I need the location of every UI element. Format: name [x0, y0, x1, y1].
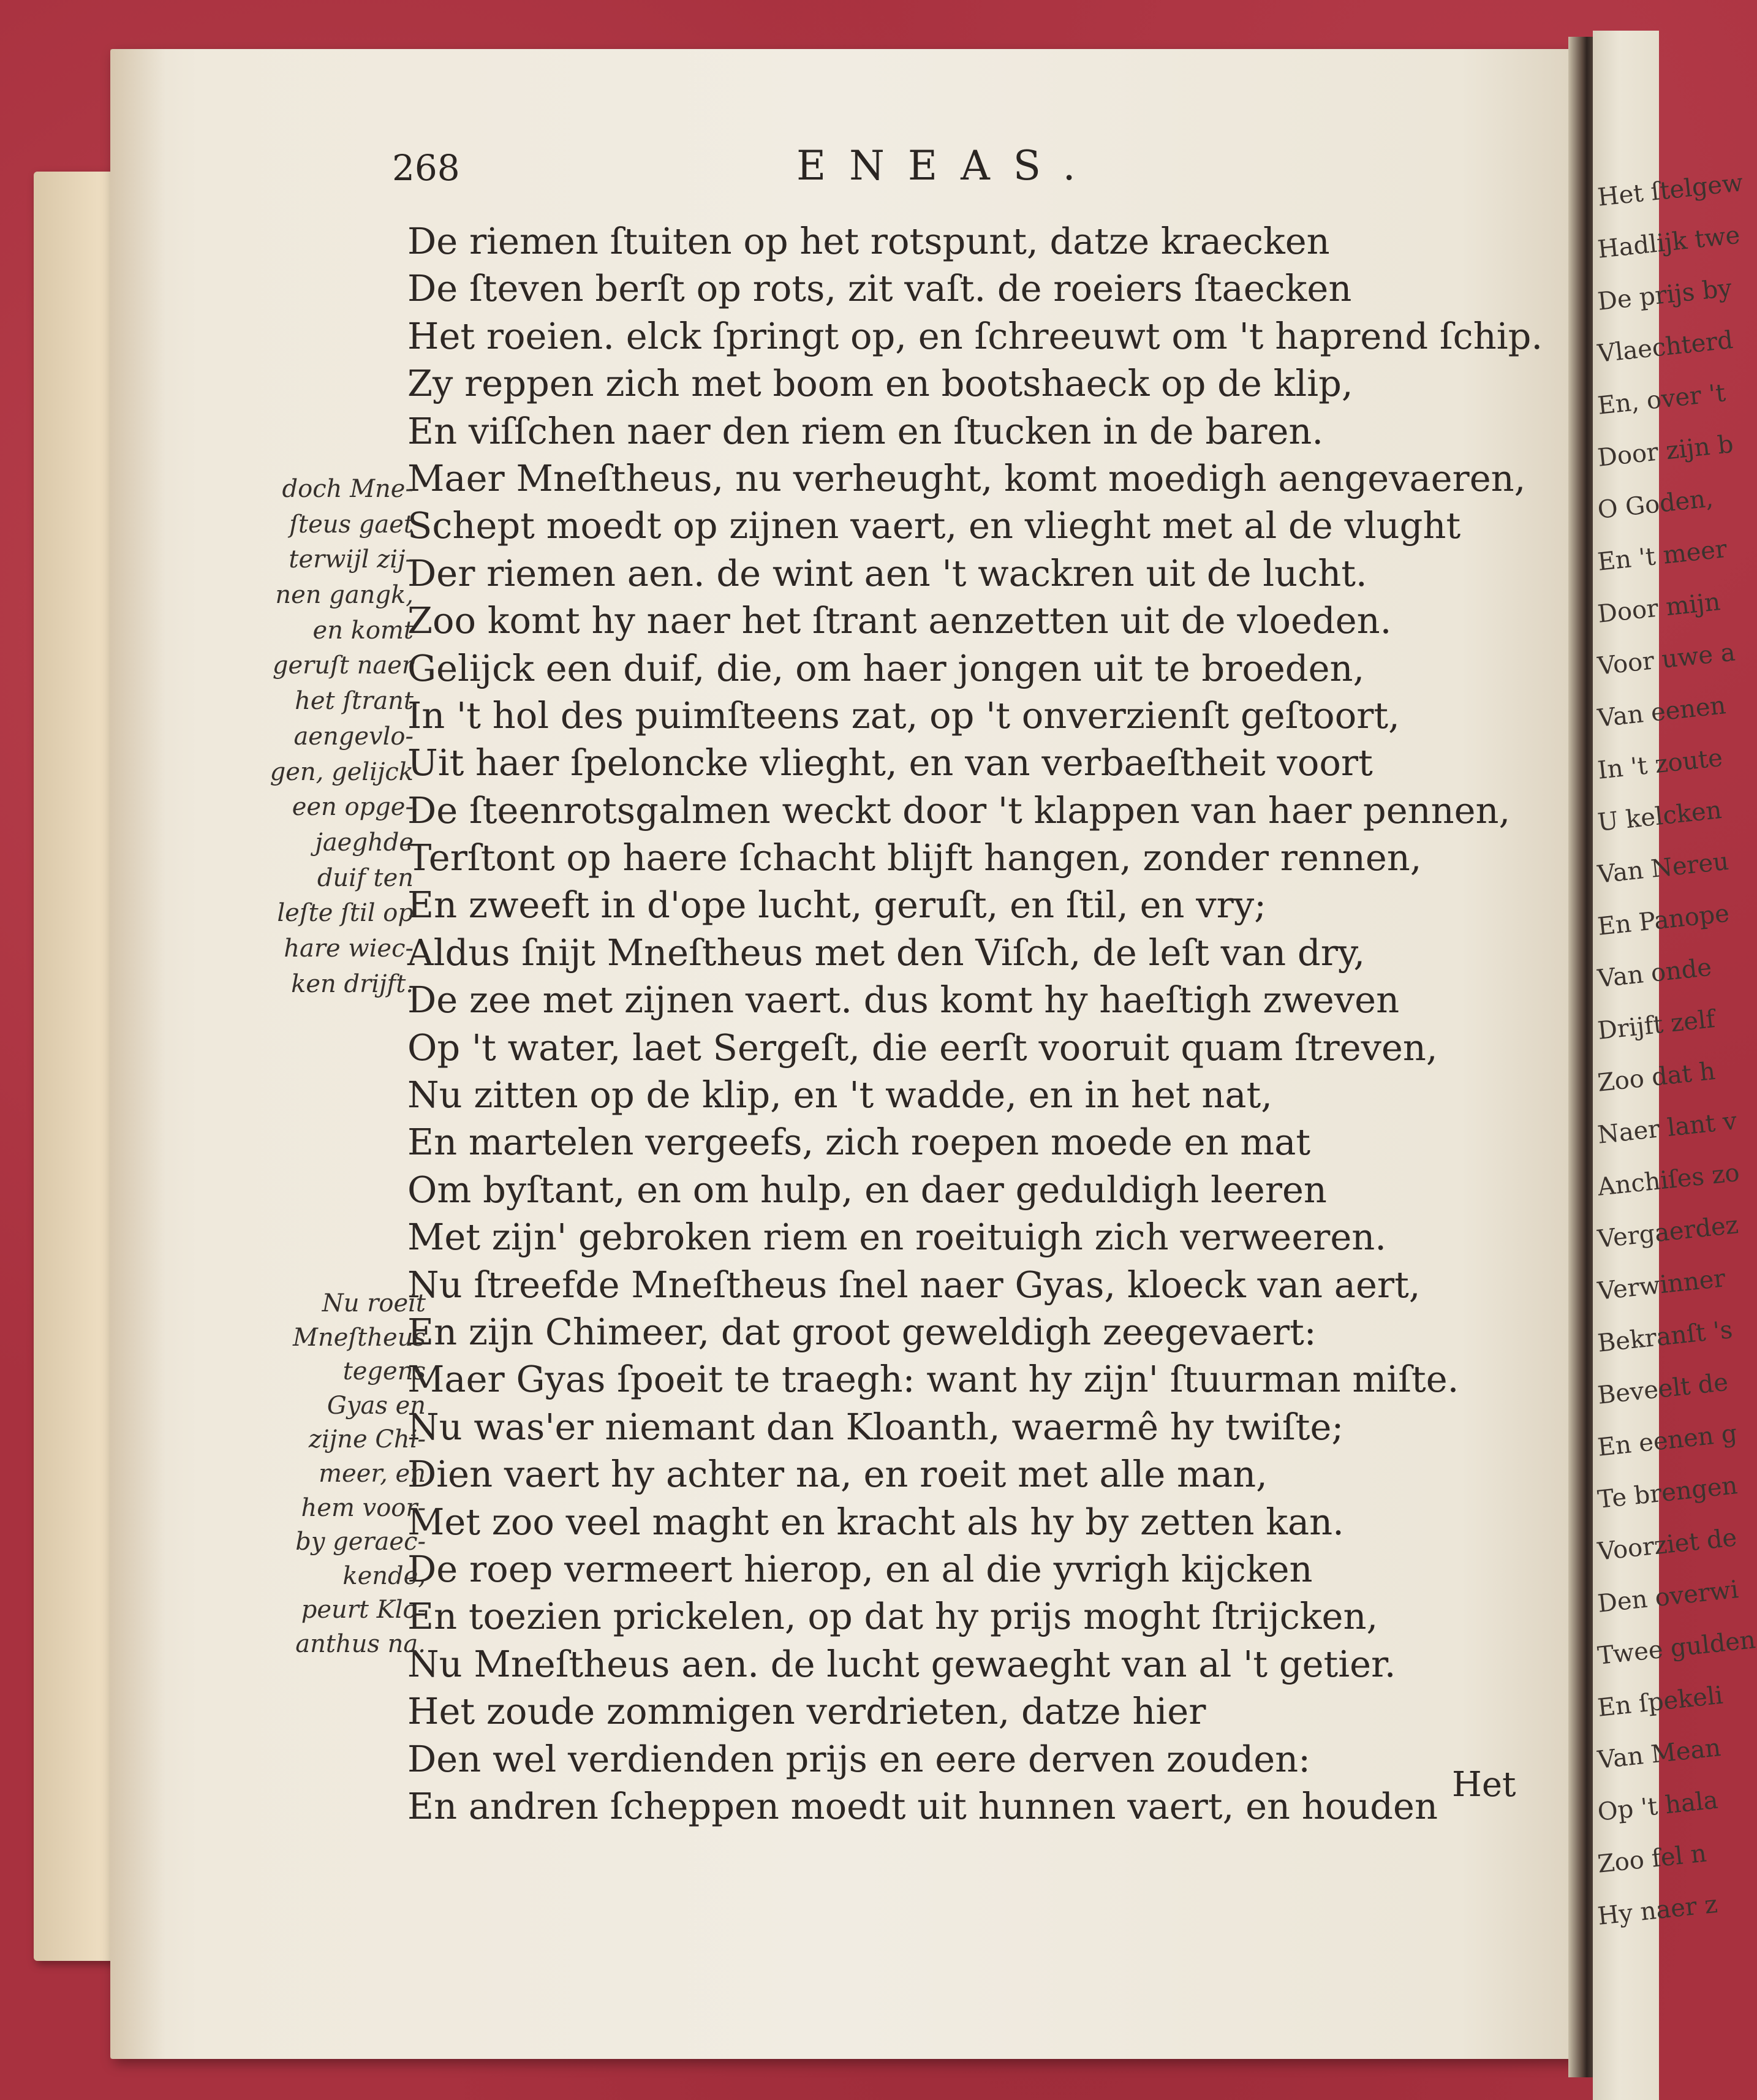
facing-page-line: Het ſtelgew — [1596, 169, 1745, 212]
facing-page-line: Door mijn — [1596, 588, 1722, 629]
marginal-note-line: een opge- — [292, 793, 414, 822]
facing-page-line: Te brengen — [1596, 1471, 1739, 1514]
facing-page-line: Voorziet de — [1596, 1523, 1739, 1566]
marginal-note-line: nen gangk, — [275, 581, 414, 610]
facing-page-line: Hy naer z — [1596, 1890, 1719, 1931]
verse-line: Schept moedt op zijnen vaert, en vlieght met al de vlught — [407, 504, 1461, 547]
verse-line: Het roeien. elck ſpringt op, en ſchreeuwt om 't haprend ſchip. — [407, 314, 1543, 357]
marginal-note-line: anthus na. — [295, 1629, 426, 1658]
facing-page-line: Den overwi — [1596, 1575, 1740, 1618]
verse-line: Der riemen aen. de wint aen 't wackren uit de lucht. — [407, 552, 1367, 594]
page-number: 268 — [392, 147, 460, 189]
verse-line: De ſteven berſt op rots, zit vaſt. de roeiers ſtaecken — [407, 267, 1352, 310]
verse-line: En andren ſcheppen moedt uit hunnen vaert, en houden — [407, 1784, 1438, 1827]
marginal-note-line: Nu roeit — [322, 1289, 426, 1317]
verse-line: De riemen ſtuiten op het rotspunt, datze kraecken — [407, 220, 1330, 262]
marginal-note-line: Gyas en — [327, 1391, 426, 1420]
facing-page-line: Door zijn b — [1596, 430, 1735, 472]
facing-page-line: En eenen g — [1596, 1419, 1739, 1462]
verse-line: En zijn Chimeer, dat groot geweldigh zeegevaert: — [407, 1310, 1317, 1353]
verse-line: En toezien prickelen, op dat hy prijs moght ſtrijcken, — [407, 1595, 1378, 1638]
verse-line: Met zoo veel maght en kracht als hy by zetten kan. — [407, 1500, 1344, 1543]
verse-line: En martelen vergeefs, zich roepen moede en mat — [407, 1121, 1311, 1164]
facing-page-line: In 't zoute — [1596, 743, 1725, 785]
facing-page-line: En, over 't — [1596, 379, 1727, 420]
verse-line: En zweeft in d'ope lucht, geruſt, en ſtil, en vry; — [407, 884, 1267, 927]
verse-line: Op 't water, laet Sergeſt, die eerſt vooruit quam ſtreven, — [407, 1026, 1438, 1069]
verse-line: Maer Gyas ſpoeit te traegh: want hy zijn' ſtuurman miſte. — [407, 1358, 1459, 1401]
verse-line: De roep vermeert hierop, en al die yvrigh kijcken — [407, 1547, 1313, 1590]
marginal-note-line: ſteus gaet — [289, 510, 414, 539]
verse-line: Om byſtant, en om hulp, en daer geduldigh leeren — [407, 1168, 1327, 1211]
facing-page-line: Van Nereu — [1596, 847, 1730, 889]
marginal-note-line: duif ten — [317, 863, 414, 892]
facing-page-line: Vergaerdez — [1596, 1211, 1740, 1254]
marginal-note-line: by geraec- — [295, 1528, 426, 1556]
facing-page-line: Zoo dat h — [1596, 1056, 1717, 1097]
marginal-note-line: ken drijft. — [291, 969, 414, 998]
facing-page-line: De prijs by — [1596, 274, 1734, 316]
verse-text — [407, 218, 1559, 1830]
facing-page — [1593, 31, 1757, 2100]
facing-page-line: Bekranſt 's — [1596, 1316, 1734, 1358]
marginal-note-line: jaeghde — [315, 828, 414, 857]
verse-line: Dien vaert hy achter na, en roeit met alle man, — [407, 1453, 1268, 1496]
verse-line: Uit haer ſpeloncke vlieght, en van verbaeſtheit voort — [407, 741, 1373, 784]
running-head: ENEAS. — [796, 142, 1099, 189]
marginal-note-line: en komt — [312, 616, 414, 645]
facing-page-line: Op 't hala — [1596, 1786, 1720, 1827]
marginal-note-line: meer, en — [319, 1459, 426, 1488]
marginal-note-line: geruſt naer — [272, 651, 414, 680]
marginal-note-line: peurt Klo- — [301, 1596, 426, 1624]
marginal-note-line: Mneſtheus — [293, 1323, 426, 1352]
verse-line: Het zoude zommigen verdrieten, datze hier — [407, 1690, 1206, 1733]
facing-page-line: Van onde — [1596, 953, 1714, 993]
facing-page-line: Anchiſes zo — [1596, 1158, 1741, 1202]
verse-line: De ſteenrotsgalmen weckt door 't klappen van haer pennen, — [407, 789, 1511, 832]
verse-line: Nu ſtreefde Mneſtheus ſnel naer Gyas, kloeck van aert, — [407, 1263, 1421, 1306]
facing-page-line: O Goden, — [1596, 484, 1715, 525]
marginal-note-line: hem voor- — [301, 1493, 426, 1522]
catchword: Het — [1452, 1765, 1516, 1805]
verse-line: Zy reppen zich met boom en bootshaeck op de klip, — [407, 362, 1353, 405]
facing-page-line: Drijft zelf — [1596, 1005, 1717, 1045]
marginal-note-1 — [257, 472, 414, 1002]
marginal-note-line: terwijl zij- — [289, 545, 414, 574]
marginal-note-line: tegens — [342, 1357, 426, 1386]
facing-page-line: U kelcken — [1596, 795, 1723, 837]
marginal-note-2 — [276, 1287, 426, 1662]
marginal-note-line: het ſtrant — [295, 687, 414, 716]
facing-page-line: Naer lant v — [1596, 1107, 1739, 1150]
verse-line: En viſſchen naer den riem en ſtucken in de baren. — [407, 409, 1324, 452]
marginal-note-line: aengevlo- — [293, 722, 414, 751]
verse-line: Aldus ſnijt Mneſtheus met den Viſch, de leſt van dry, — [407, 931, 1366, 974]
verse-line: Terſtont op haere ſchacht blijft hangen, zonder rennen, — [407, 836, 1422, 879]
marginal-note-line: zijne Chi- — [308, 1425, 426, 1454]
marginal-note-line: hare wiec- — [284, 934, 414, 963]
page-edge-shading — [110, 49, 165, 2059]
facing-page-line: Zoo fel n — [1596, 1839, 1708, 1879]
verse-line: Met zijn' gebroken riem en roeituigh zich verweeren. — [407, 1216, 1386, 1259]
verse-line: De zee met zijnen vaert. dus komt hy haeſtigh zweven — [407, 979, 1400, 1022]
verse-line: Zoo komt hy naer het ſtrant aenzetten uit de vloeden. — [407, 599, 1392, 642]
facing-page-line: Vlaechterd — [1596, 325, 1735, 368]
facing-page-line: En Panope — [1596, 899, 1731, 941]
facing-page-line: Van eenen — [1596, 691, 1728, 733]
facing-page-line: Hadlijk twe — [1596, 221, 1742, 264]
facing-page-line: Verwinner — [1596, 1264, 1727, 1306]
verse-line: Nu zitten op de klip, en 't wadde, en in het nat, — [407, 1074, 1272, 1116]
facing-page-line: Twee gulden — [1596, 1626, 1757, 1670]
marginal-note-line: leſte ſtil op — [277, 899, 414, 928]
facing-page-line: En ſpekeli — [1596, 1681, 1725, 1723]
verse-line: Nu was'er niemant dan Kloanth, waermê hy twiſte; — [407, 1405, 1344, 1448]
marginal-note-line: kende, — [342, 1561, 426, 1590]
facing-page-line: Van Mean — [1596, 1734, 1723, 1775]
verse-line: Den wel verdienden prijs en eere derven zouden: — [407, 1737, 1311, 1780]
marginal-note-line: gen, gelijck — [270, 757, 414, 786]
facing-page-line: En 't meer — [1596, 534, 1729, 577]
marginal-note-line: doch Mne- — [282, 475, 414, 503]
verse-line: In 't hol des puimſteens zat, op 't onverzienſt geſtoort, — [407, 694, 1400, 737]
facing-page-line: Voor uwe a — [1596, 638, 1737, 681]
facing-page-line: Beveelt de — [1596, 1368, 1730, 1410]
verse-line: Gelijck een duif, die, om haer jongen uit te broeden, — [407, 646, 1365, 689]
verse-line: Nu Mneſtheus aen. de lucht gewaeght van al 't getier. — [407, 1642, 1396, 1685]
verse-line: Maer Mneſtheus, nu verheught, komt moedigh aengevaeren, — [407, 457, 1526, 499]
